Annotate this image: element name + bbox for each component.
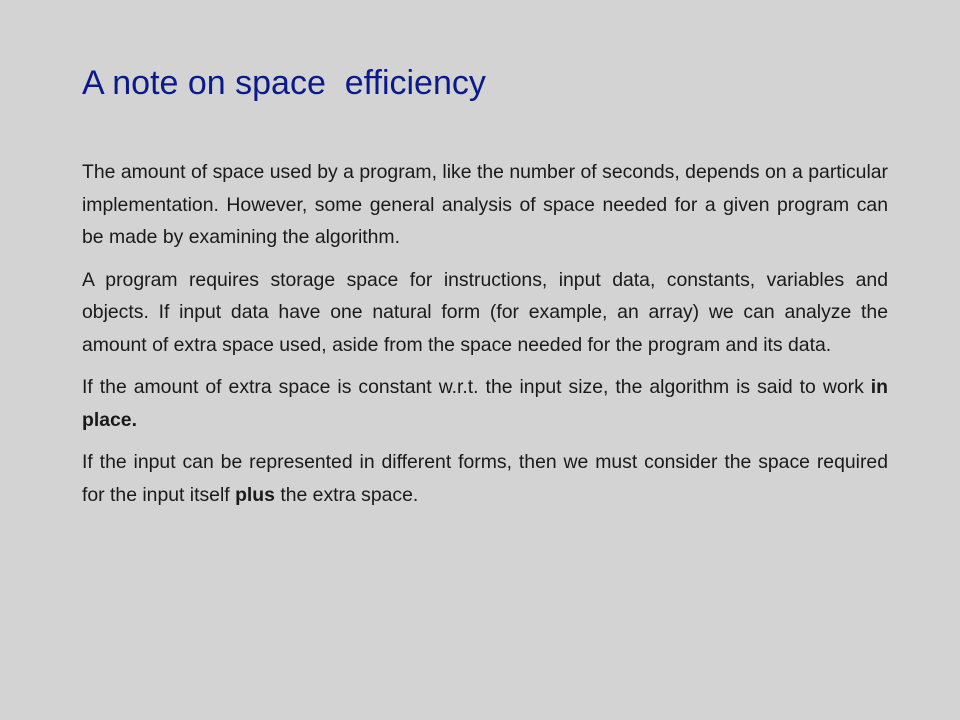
slide-title: A note on space efficiency: [82, 64, 486, 102]
slide-body: [82, 156, 888, 521]
in-place-emphasis: in place.: [82, 376, 888, 431]
paragraph-space-usage: The amount of space used by a program, like the number of seconds, depends on a particular implementation. However, some general analysis of space needed for a given program can be made by examining the algorithm.: [82, 161, 888, 248]
paragraph-in-place: [82, 371, 888, 436]
paragraph-input-forms: [82, 446, 888, 511]
paragraph-input-forms-tail: the extra space.: [274, 483, 419, 506]
paragraph-input-forms-text: If the input can be represented in different forms, then we must consider the space required for the input itself: [82, 451, 888, 506]
plus-emphasis: plus: [235, 483, 275, 506]
paragraph-in-place-text: If the amount of extra space is constant w.r.t. the input size, the algorithm is said to work: [82, 376, 871, 398]
paragraph-storage-requirements: A program requires storage space for instructions, input data, constants, variables and objects. If input data have one natural form (for example, an array) we can analyze the amount of extra space used, aside from the space needed for the program and its data.: [82, 268, 888, 356]
